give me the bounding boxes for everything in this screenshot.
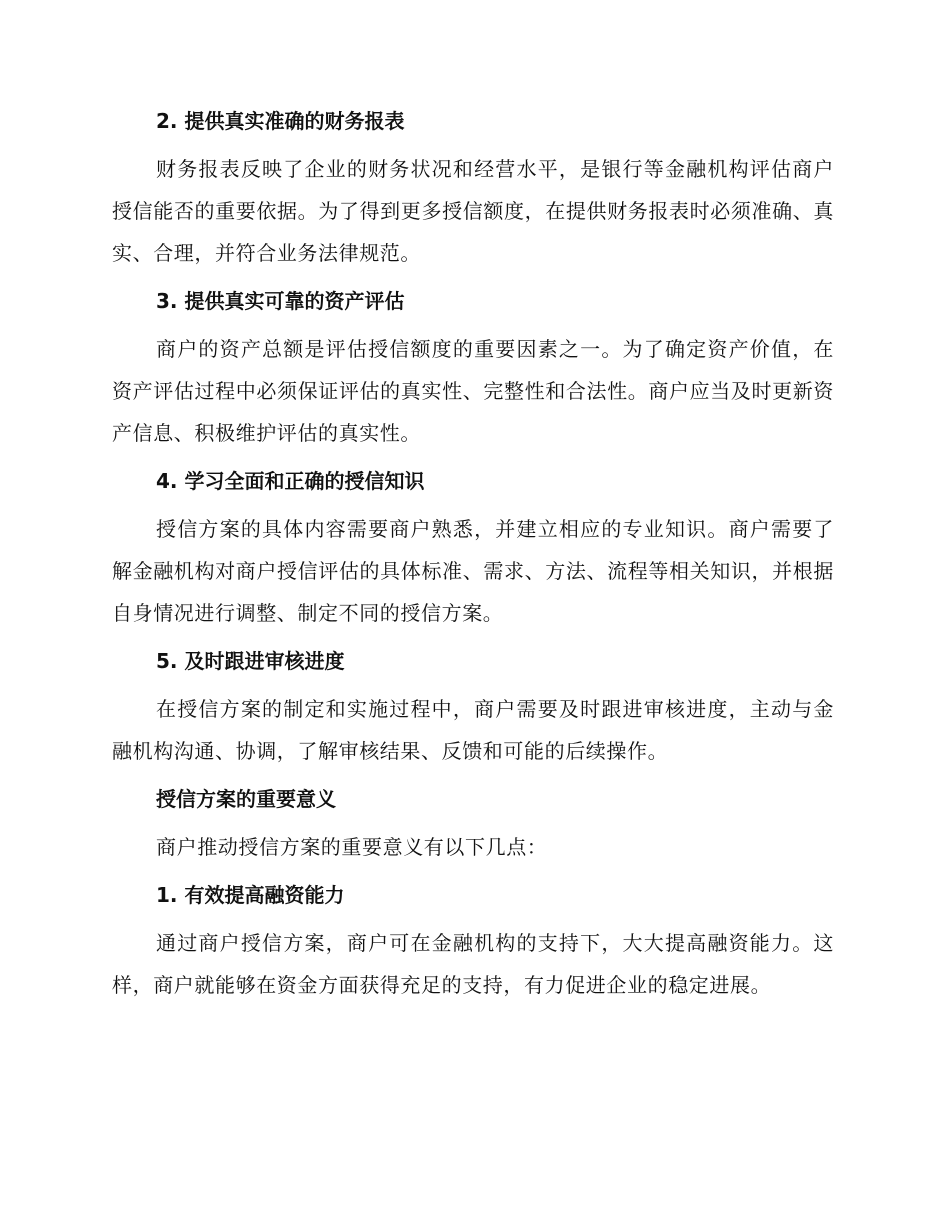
section-body-significance: 商户推动授信方案的重要意义有以下几点： (156, 835, 548, 859)
section-body-credit-knowledge: 授信方案的具体内容需要商户熟悉，并建立相应的专业知识。商户需要了解金融机构对商户授信评估的具体标准、需求、方法、流程等相关知识，并根据自身情况进行调整、制定不同的授信方案。 (112, 517, 834, 625)
section-body-financing-capacity: 通过商户授信方案，商户可在金融机构的支持下，大大提高融资能力。这样，商户就能够在资金方面获得充足的支持，有力促进企业的稳定进展。 (112, 931, 834, 997)
section-heading-review-progress: 5. 及时跟进审核进度 (156, 649, 345, 673)
section-heading-asset-assessment: 3. 提供真实可靠的资产评估 (156, 289, 405, 313)
section-body-review-progress: 在授信方案的制定和实施过程中，商户需要及时跟进审核进度，主动与金融机构沟通、协调，了解审核结果、反馈和可能的后续操作。 (112, 697, 834, 763)
section-body-asset-assessment: 商户的资产总额是评估授信额度的重要因素之一。为了确定资产价值，在资产评估过程中必须保证评估的真实性、完整性和合法性。商户应当及时更新资产信息、积极维护评估的真实性。 (112, 337, 834, 445)
section-body-financial-statements: 财务报表反映了企业的财务状况和经营水平，是银行等金融机构评估商户授信能否的重要依据。为了得到更多授信额度，在提供财务报表时必须准确、真实、合理，并符合业务法律规范。 (112, 157, 834, 265)
section-heading-credit-knowledge: 4. 学习全面和正确的授信知识 (156, 469, 425, 493)
section-heading-significance: 授信方案的重要意义 (156, 787, 336, 811)
section-heading-financing-capacity: 1. 有效提高融资能力 (156, 883, 345, 907)
document-page (112, 108, 834, 1020)
section-heading-financial-statements: 2. 提供真实准确的财务报表 (156, 109, 405, 133)
